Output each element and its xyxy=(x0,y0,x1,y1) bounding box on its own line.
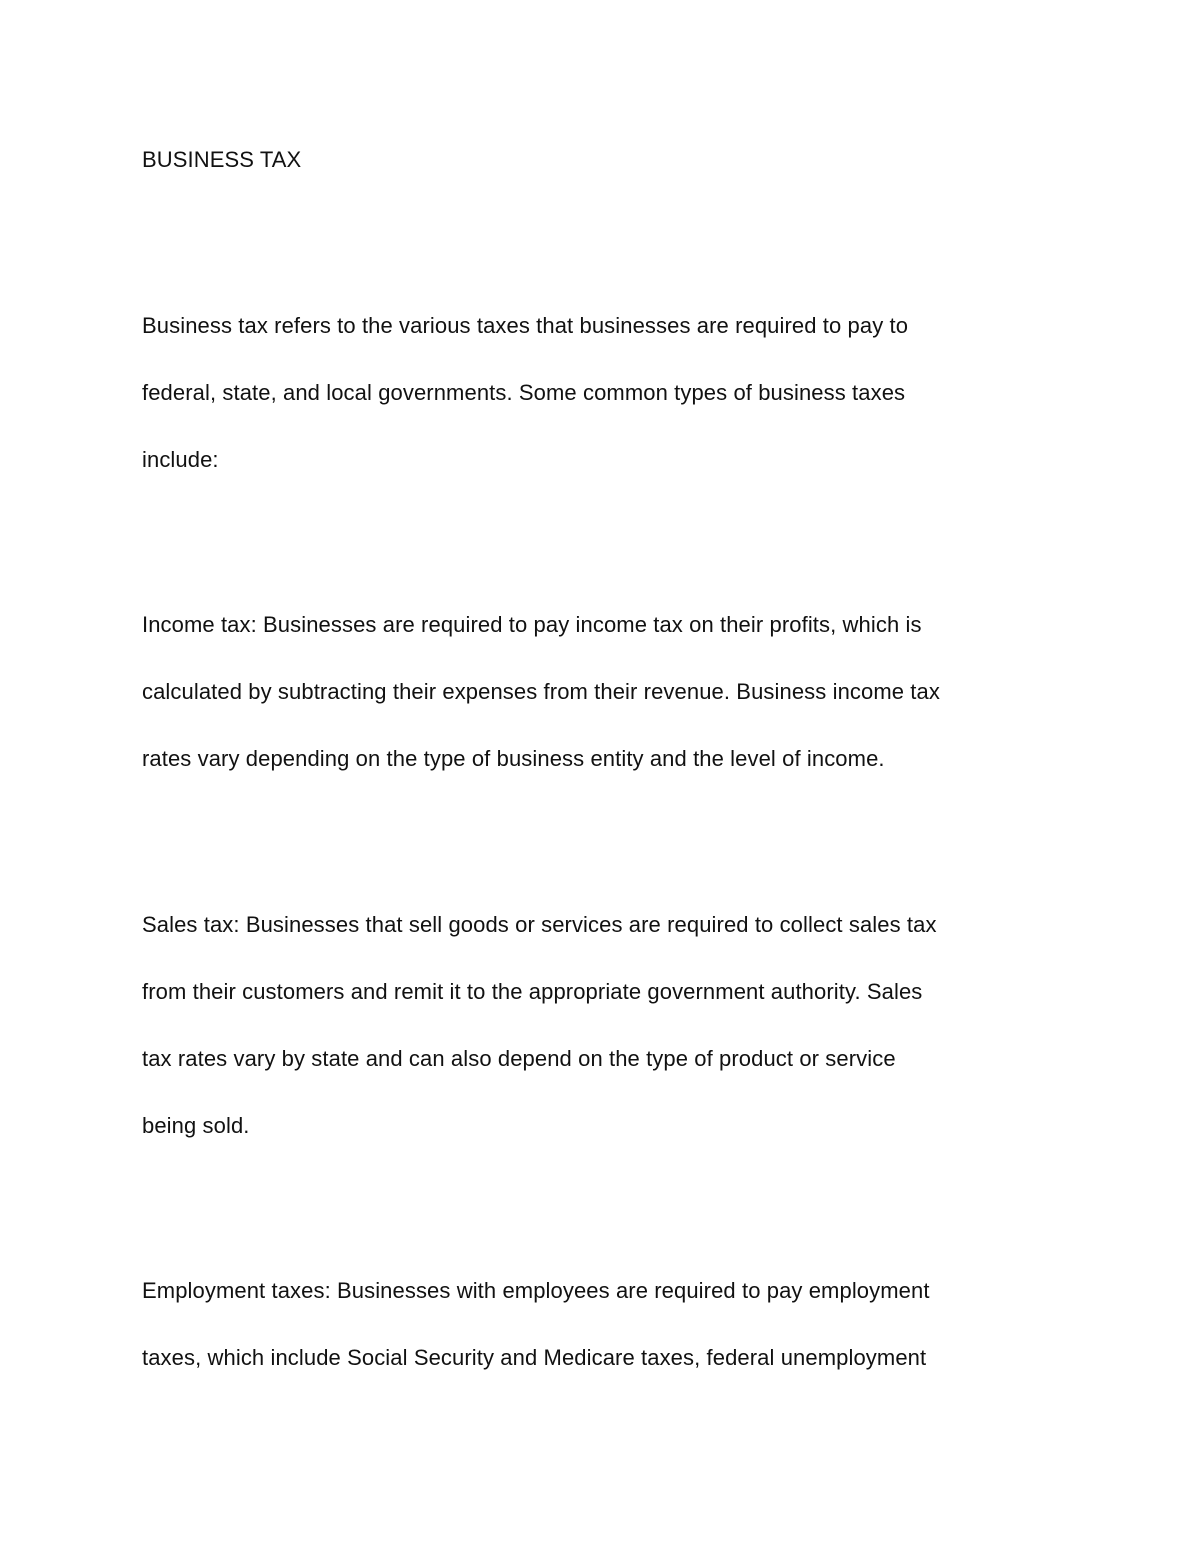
document-title: BUSINESS TAX xyxy=(142,147,302,172)
paragraph-line: Sales tax: Businesses that sell goods or services are required to collect sales tax xyxy=(142,912,937,937)
paragraph-line: rates vary depending on the type of business entity and the level of income. xyxy=(142,746,885,771)
paragraph-line: being sold. xyxy=(142,1113,250,1138)
paragraph-line: Business tax refers to the various taxes that businesses are required to pay to xyxy=(142,313,909,338)
paragraph-line: calculated by subtracting their expenses from their revenue. Business income tax xyxy=(142,679,940,704)
paragraph-line: Income tax: Businesses are required to pay income tax on their profits, which is xyxy=(142,612,922,637)
paragraph-line: taxes, which include Social Security and Medicare taxes, federal unemployment xyxy=(142,1345,927,1370)
paragraph-line: Employment taxes: Businesses with employees are required to pay employment xyxy=(142,1278,930,1303)
paragraph-line: tax rates vary by state and can also depend on the type of product or service xyxy=(142,1046,896,1071)
paragraph-line: from their customers and remit it to the appropriate government authority. Sales xyxy=(142,979,923,1004)
paragraph-line: federal, state, and local governments. Some common types of business taxes xyxy=(142,380,906,405)
paragraph-line: include: xyxy=(142,447,219,472)
